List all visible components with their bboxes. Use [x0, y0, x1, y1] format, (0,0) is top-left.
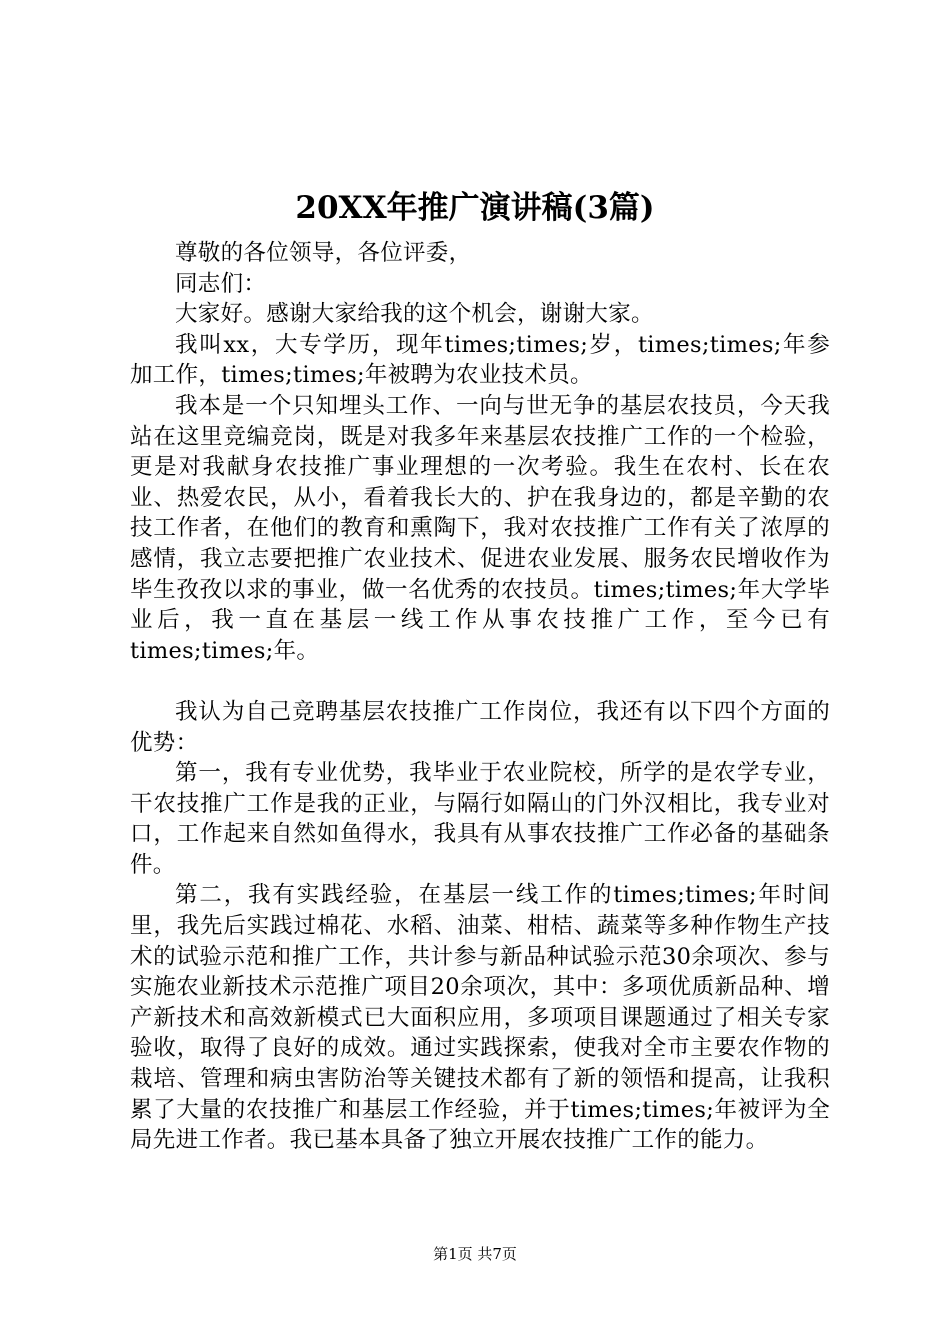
- page-footer: 第1页 共7页: [433, 1245, 517, 1263]
- document-body: [130, 238, 830, 1156]
- salutation-line: 同志们：: [175, 270, 267, 297]
- body-paragraph: 我本是一个只知埋头工作、一向与世无争的基层农技员，今天我站在这里竞编竞岗，既是对我多年来基层农技推广工作的一个检验，更是对我献身农技推广事业理想的一次考验。我生在农村、长在农业、热爱农民，从小，看着我长大的、护在我身边的，都是辛勤的农技工作者，在他们的教育和熏陶下，我对农技推广工作有关了浓厚的感情，我立志要把推广农业技术、促进农业发展、服务农民增收作为毕生孜孜以求的事业，做一名优秀的农技员。times;times;年大学毕业后，我一直在基层一线工作从事农技推广工作，至今已有times;times;年。: [130, 392, 830, 664]
- greeting-paragraph: 大家好。感谢大家给我的这个机会，谢谢大家。: [175, 301, 654, 328]
- body-paragraph: 第二，我有实践经验，在基层一线工作的times;times;年时间里，我先后实践过棉花、水稻、油菜、柑桔、蔬菜等多种作物生产技术的试验示范和推广工作，共计参与新品种试验示范30余项次、参与实施农业新技术示范推广项目20余项次，其中：多项优质新品种、增产新技术和高效新模式已大面积应用，多项项目课题通过了相关专家验收，取得了良好的成效。通过实践探索，使我对全市主要农作物的栽培、管理和病虫害防治等关键技术都有了新的领悟和提高，让我积累了大量的农技推广和基层工作经验，并于times;times;年被评为全局先进工作者。我已基本具备了独立开展农技推广工作的能力。: [130, 882, 830, 1154]
- body-paragraph: 我认为自己竞聘基层农技推广工作岗位，我还有以下四个方面的优势：: [130, 698, 830, 756]
- document-title: 20XX年推广演讲稿(3篇): [295, 190, 655, 226]
- body-paragraph: 我叫xx，大专学历，现年times;times;岁，times;times;年参加工作，times;times;年被聘为农业技术员。: [130, 331, 830, 389]
- body-paragraph: 第一，我有专业优势，我毕业于农业院校，所学的是农学专业，干农技推广工作是我的正业，与隔行如隔山的门外汉相比，我专业对口，工作起来自然如鱼得水，我具有从事农技推广工作必备的基础条件。: [130, 760, 830, 878]
- paragraph-spacer: [130, 666, 830, 697]
- salutation-line: 尊敬的各位领导，各位评委，: [175, 240, 472, 266]
